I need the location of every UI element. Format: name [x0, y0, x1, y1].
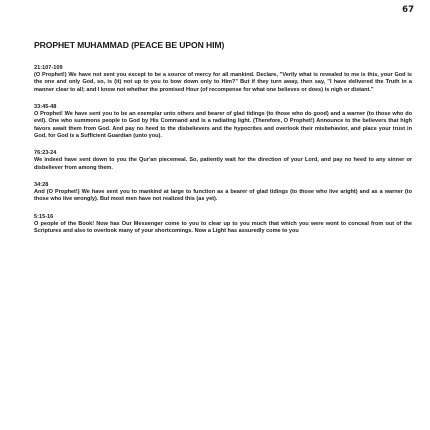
verse-reference: 5:15-16 [34, 213, 54, 220]
verse-section [34, 64, 412, 94]
verse-text: O people of the Book! Now has Our Messenger come to you to clear up to you much that which you were wont to conceal from out of the Scriptures and also to overlook many of your shortcomings. Now a Light has assuredly come to you [34, 220, 412, 235]
page-heading: PROPHET MUHAMMAD (PEACE BE UPON HIM) [34, 40, 225, 50]
verse-section [34, 103, 412, 140]
verse-text: And (O Prophet!) We have sent you to mankind at large to function as a bearer of glad tidings (to those who live aright) and as a warner (to those who live wrongly). But most men have not realized this (as yet). [34, 189, 412, 203]
verse-reference: 33:45-48 [34, 104, 57, 111]
verse-section [34, 181, 412, 204]
verse-text: O Prophet! We have sent you to be an exemplar unto others and bearer of glad tidings (to those who do good) and a warner (to those who do evil). One who summons people to God by His Command and is a radiating light. (Therefore, O Prophet!) Announce to the believers that high favors await them from God. And pay no heed to the disbelievers and the hypocrites and overlook their misbehavior, and place your trust in God, for God is a Sufficient Guardian (unto you). [34, 111, 412, 140]
verse-section [34, 213, 412, 236]
verse-reference: 34:28 [34, 182, 49, 189]
verse-reference: 76:23-24 [34, 150, 57, 157]
verse-sections [34, 64, 412, 244]
verse-text: (O Prophet!) We have not sent you except to be a source of mercy for all mankind. Declare, "Verily what is revealed to me is this, your God is the one and only God, so, is (it) not up to you to bow down only to Him?" But if they turn away, then say, "I have delivered the Truth in a manner clear to all; and I know not whether the promised Hour (of recompense for what one believes or does) is nigh or distant." [34, 72, 412, 93]
verse-reference: 21:107-109 [34, 65, 63, 71]
verse-section [34, 149, 412, 172]
verse-text: We indeed have sent down to you the Qur'an piecemeal. So, patiently wait for the direction of your Lord, and pay no heed to any sinner or disbeliever from among them. [34, 157, 412, 171]
page-number: 67 [402, 5, 414, 15]
